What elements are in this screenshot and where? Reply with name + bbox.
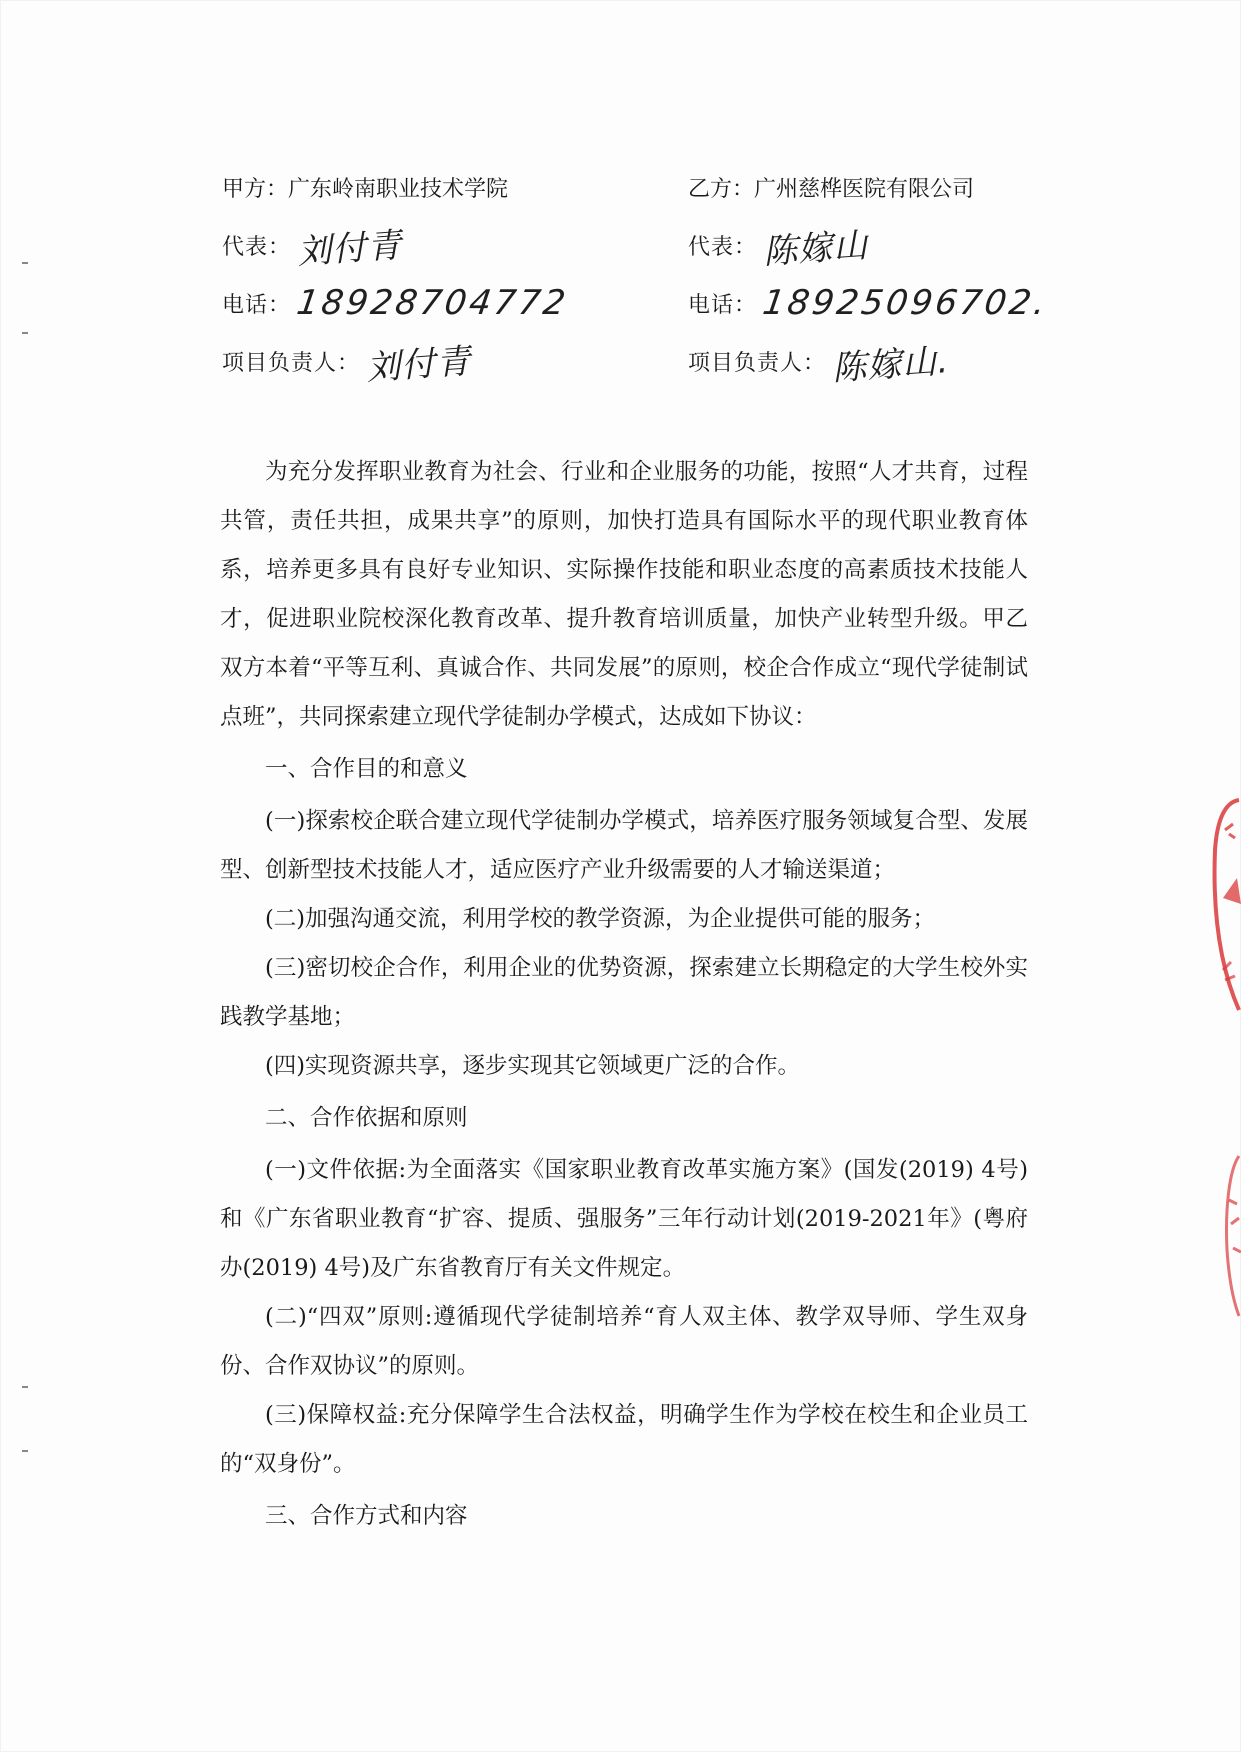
party-b-phone-row <box>688 274 1128 332</box>
section-1-heading: 一、合作目的和意义 <box>265 756 468 782</box>
party-b-rep-signature: 陈嫁山 <box>761 224 870 273</box>
agreement-body <box>220 448 1028 1544</box>
party-b-info <box>688 158 1128 390</box>
section-2-item-2: (二)“四双”原则:遵循现代学徒制培养“育人双主体、教学双导师、学生双身份、合作双协议”的原则。 <box>220 1304 1028 1379</box>
party-a-pm-signature: 刘付青 <box>364 340 473 389</box>
section-1-item-2: (二)加强沟通交流，利用学校的教学资源，为企业提供可能的服务； <box>265 906 936 932</box>
party-a-phone-value: 18928704772 <box>294 283 571 323</box>
section-1-item-3: (三)密切校企合作，利用企业的优势资源，探索建立长期稳定的大学生校外实践教学基地； <box>220 955 1028 1030</box>
party-b-rep-row <box>688 216 1128 274</box>
party-a-pm-row <box>222 332 662 390</box>
party-b-pm-label: 项目负责人： <box>688 350 827 376</box>
party-a-name-row <box>222 158 662 216</box>
seal-fragment-lower <box>1195 1150 1241 1320</box>
party-b-pm-row <box>688 332 1128 390</box>
section-3-heading: 三、合作方式和内容 <box>265 1503 468 1529</box>
party-b-phone-value: 18925096702. <box>760 283 1051 323</box>
scan-mark <box>22 1450 28 1452</box>
party-b-name-row <box>688 158 1128 216</box>
party-b-pm-signature: 陈嫁山. <box>831 340 951 389</box>
intro-paragraph: 为充分发挥职业教育为社会、行业和企业服务的功能，按照“人才共育，过程共管，责任共担，成果共享”的原则，加快打造具有国际水平的现代职业教育体系，培养更多具有良好专业知识、实际操作技能和职业态度的高素质技术技能人才，促进职业院校深化教育改革、提升教育培训质量，加快产业转型升级。甲乙双方本着“平等互利、真诚合作、共同发展”的原则，校企合作成立“现代学徒制试点班”，共同探索建立现代学徒制办学模式，达成如下协议： <box>220 459 1028 730</box>
party-a-pm-label: 项目负责人： <box>222 350 361 376</box>
party-a-phone-label: 电话： <box>222 292 292 318</box>
section-2-item-3: (三)保障权益:充分保障学生合法权益，明确学生作为学校在校生和企业员工的“双身份”。 <box>220 1402 1028 1477</box>
party-a-name: 甲方：广东岭南职业技术学院 <box>222 176 509 202</box>
seal-fragment-upper <box>1195 790 1241 1020</box>
party-b-rep-label: 代表： <box>688 234 758 260</box>
scan-mark <box>22 1386 28 1388</box>
scan-mark <box>22 262 28 264</box>
section-1-item-4: (四)实现资源共享，逐步实现其它领域更广泛的合作。 <box>265 1053 801 1079</box>
party-a-rep-signature: 刘付青 <box>295 224 404 273</box>
section-2-item-1: (一)文件依据:为全面落实《国家职业教育改革实施方案》(国发(2019) 4号)和《广东省职业教育“扩容、提质、强服务”三年行动计划(2019-2021年》(粤府办(2019) 4号)及广东省教育厅有关文件规定。 <box>220 1157 1028 1281</box>
party-a-info <box>222 158 662 390</box>
party-a-phone-row <box>222 274 662 332</box>
party-a-rep-label: 代表： <box>222 234 292 260</box>
section-2-heading: 二、合作依据和原则 <box>265 1105 468 1131</box>
party-a-rep-row <box>222 216 662 274</box>
party-b-phone-label: 电话： <box>688 292 758 318</box>
section-1-item-1: (一)探索校企联合建立现代学徒制办学模式，培养医疗服务领域复合型、发展型、创新型技术技能人才，适应医疗产业升级需要的人才输送渠道； <box>220 808 1028 883</box>
party-b-name: 乙方：广州慈桦医院有限公司 <box>688 176 975 202</box>
scan-mark <box>22 332 28 334</box>
